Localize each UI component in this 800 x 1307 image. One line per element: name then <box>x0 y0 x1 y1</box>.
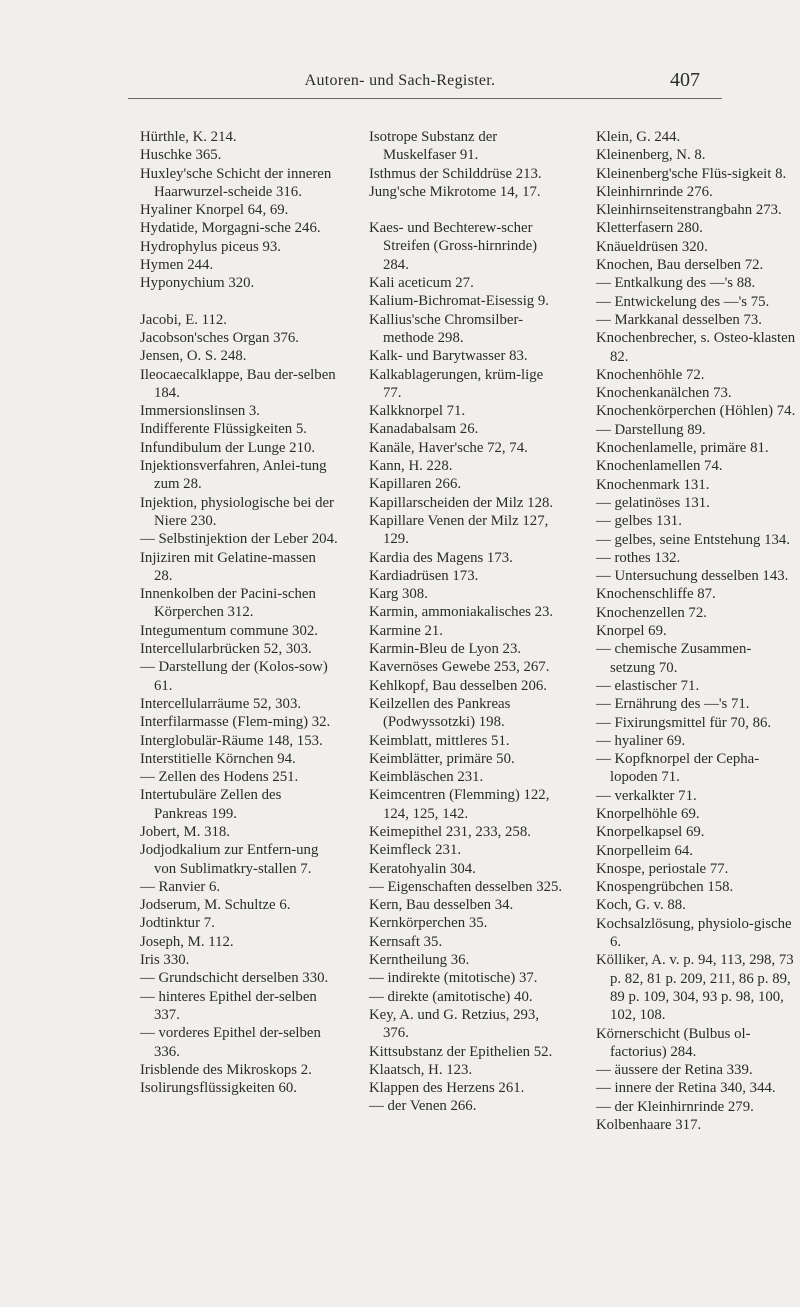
index-entry: Hürthle, K. 214. <box>140 129 237 145</box>
index-entry: Keratohyalin 304. <box>369 860 476 877</box>
index-entry: Knospe, periostale 77. <box>596 860 729 877</box>
index-entry: Kardiadrüsen 173. <box>369 567 479 584</box>
index-entry: Keimbläschen 231. <box>369 769 484 786</box>
index-entry: — Untersuchung desselben 143. <box>596 568 789 585</box>
index-entry: Infundibulum der Lunge 210. <box>140 439 316 456</box>
index-entry: Hyponychium 320. <box>140 275 255 292</box>
index-entry: Kapillaren 266. <box>369 476 462 493</box>
index-entry: Keimblätter, primäre 50. <box>369 750 515 767</box>
index-entry: — vorderes Epithel der-selben 336. <box>140 1025 321 1060</box>
index-entry: Jensen, O. S. 248. <box>140 348 247 365</box>
index-column-3 <box>596 128 796 1134</box>
page-number: 407 <box>670 69 700 91</box>
index-entry: Jacobi, E. 112. <box>140 311 227 328</box>
index-entry: Keimepithel 231, 233, 258. <box>369 823 531 840</box>
index-entry: Interfilarmasse (Flem-ming) 32. <box>140 714 331 731</box>
index-entry: Kochsalzlösung, physiolo-gische 6. <box>596 915 792 951</box>
index-entry: Karmine 21. <box>369 622 443 639</box>
index-entry: Kali aceticum 27. <box>369 275 474 292</box>
index-entry: Jodserum, M. Schultze 6. <box>140 897 291 914</box>
index-entry: — innere der Retina 340, 344. <box>596 1080 776 1097</box>
index-entry: Isotrope Substanz der Muskelfaser 91. <box>369 129 498 164</box>
index-entry: Kölliker, A. v. p. 94, 113, 298, 73 p. 82, 81 p. 209, 211, 86 p. 89, 89 p. 109, 304, 93 p. 98, 100, 102, 108. <box>596 952 794 1024</box>
index-entry: — elastischer 71. <box>596 677 700 694</box>
index-entry: Jodtinktur 7. <box>140 915 215 932</box>
index-entry: Jobert, M. 318. <box>140 823 231 840</box>
index-entry: Klappen des Herzens 261. <box>369 1080 525 1097</box>
index-entry: — äussere der Retina 339. <box>596 1062 753 1079</box>
index-entry: — Grundschicht derselben 330. <box>140 970 329 987</box>
index-entry: Indifferente Flüssigkeiten 5. <box>140 421 307 438</box>
index-entry: Knochenkörperchen (Höhlen) 74. <box>596 403 796 420</box>
index-entry: Keilzellen des Pankreas (Podwyssotzki) 198. <box>369 695 511 731</box>
index-entry: — Darstellung 89. <box>596 421 706 438</box>
index-entry: Isolirungsflüssigkeiten 60. <box>140 1080 298 1097</box>
index-entry: — gelbes 131. <box>596 513 682 530</box>
index-entry: Isthmus der Schilddrüse 213. <box>369 165 542 182</box>
index-entry: Injektion, physiologische bei der Niere 230. <box>140 494 334 529</box>
index-entry: Knochenzellen 72. <box>596 604 707 621</box>
index-entry: Hymen 244. <box>140 257 214 274</box>
index-entry: Knochenhöhle 72. <box>596 366 705 383</box>
index-entry: Knorpelhöhle 69. <box>596 805 700 822</box>
index-entry: Keimblatt, mittleres 51. <box>369 732 510 749</box>
index-entry: Innenkolben der Pacini-schen Körperchen 312. <box>140 586 316 621</box>
index-entry: Knäueldrüsen 320. <box>596 238 708 255</box>
index-entry: Interstitielle Körnchen 94. <box>140 750 296 767</box>
index-entry: — hyaliner 69. <box>596 732 686 749</box>
index-entry: Kittsubstanz der Epithelien 52. <box>369 1043 553 1060</box>
index-entry: — Selbstinjektion der Leber 204. <box>140 531 338 548</box>
index-entry: Knochenlamellen 74. <box>596 458 723 475</box>
index-entry: — Darstellung der (Kolos-sow) 61. <box>140 659 328 694</box>
index-column-1 <box>140 128 338 1097</box>
index-entry: — Entkalkung des —'s 88. <box>596 275 756 292</box>
index-entry: Hydatide, Morgagni-sche 246. <box>140 220 321 237</box>
index-entry: Intercellularbrücken 52, 303. <box>140 641 312 658</box>
index-entry: Koch, G. v. 88. <box>596 897 686 914</box>
index-column-2 <box>369 128 565 1116</box>
index-entry: Kerntheilung 36. <box>369 952 470 969</box>
index-entry: — der Kleinhirnrinde 279. <box>596 1098 754 1115</box>
index-entry: Kehlkopf, Bau desselben 206. <box>369 677 547 694</box>
index-entry: Kavernöses Gewebe 253, 267. <box>369 659 550 676</box>
index-entry: Irisblende des Mikroskops 2. <box>140 1061 312 1078</box>
index-entry: Kapillare Venen der Milz 127, 129. <box>369 512 549 548</box>
index-entry: — Markkanal desselben 73. <box>596 311 763 328</box>
index-entry: Key, A. und G. Retzius, 293, 376. <box>369 1006 540 1042</box>
index-entry: Ileocaecalklappe, Bau der-selben 184. <box>140 366 336 401</box>
index-entry: Knochenmark 131. <box>596 476 710 493</box>
index-entry: Knochenbrecher, s. Osteo-klasten 82. <box>596 330 796 365</box>
index-entry: Kaes- und Bechterew-scher Streifen (Gross-hirnrinde) 284. <box>369 220 538 273</box>
index-entry: Jacobson'sches Organ 376. <box>140 329 299 346</box>
index-entry: Hyaliner Knorpel 64, 69. <box>140 202 289 219</box>
index-entry: — Kopfknorpel der Cepha-lopoden 71. <box>596 751 760 786</box>
index-entry: Kleinhirnseitenstrangbahn 273. <box>596 202 782 219</box>
header-rule <box>128 98 722 99</box>
index-entry: — rothes 132. <box>596 549 681 566</box>
index-entry: Kleinenberg, N. 8. <box>596 147 706 164</box>
index-entry: Kallius'sche Chromsilber-methode 298. <box>369 311 524 346</box>
index-entry: Kanäle, Haver'sche 72, 74. <box>369 439 528 456</box>
index-entry: Knorpelleim 64. <box>596 842 693 859</box>
index-entry: — hinteres Epithel der-selben 337. <box>140 988 317 1023</box>
index-entry: — der Venen 266. <box>369 1098 477 1115</box>
index-entry: Körnerschicht (Bulbus ol-factorius) 284. <box>596 1025 751 1060</box>
index-entry: — Eigenschaften desselben 325. <box>369 878 563 895</box>
index-entry: Karmin-Bleu de Lyon 23. <box>369 641 522 658</box>
index-entry: Intertubuläre Zellen des Pankreas 199. <box>140 787 282 822</box>
index-entry: Kleinenberg'sche Flüs-sigkeit 8. <box>596 165 787 182</box>
index-entry: Jodjodkalium zur Entfern-ung von Sublimatkry-stallen 7. <box>140 842 319 877</box>
index-entry: — direkte (amitotische) 40. <box>369 988 533 1005</box>
index-entry: Knochenlamelle, primäre 81. <box>596 440 769 457</box>
index-entry: Joseph, M. 112. <box>140 933 234 950</box>
index-entry: Kapillarscheiden der Milz 128. <box>369 494 554 511</box>
index-entry: — Entwickelung des —'s 75. <box>596 293 770 310</box>
index-entry: Karmin, ammoniakalisches 23. <box>369 604 554 621</box>
index-entry: — chemische Zusammen-setzung 70. <box>596 641 752 676</box>
index-entry: Keimcentren (Flemming) 122, 124, 125, 142. <box>369 787 550 822</box>
index-entry: Knorpel 69. <box>596 623 667 640</box>
index-entry: Knorpelkapsel 69. <box>596 824 705 841</box>
index-entry: — verkalkter 71. <box>596 787 697 804</box>
index-entry: Knochenschliffe 87. <box>596 586 716 603</box>
index-entry: Hydrophylus piceus 93. <box>140 238 281 255</box>
index-entry: Integumentum commune 302. <box>140 622 318 639</box>
index-entry: Kann, H. 228. <box>369 458 453 475</box>
index-entry: Injektionsverfahren, Anlei-tung zum 28. <box>140 458 327 493</box>
index-entry: Iris 330. <box>140 952 190 969</box>
index-entry: Kalium-Bichromat-Eisessig 9. <box>369 293 549 310</box>
index-entry: Kanadabalsam 26. <box>369 421 479 438</box>
index-entry: Interglobulär-Räume 148, 153. <box>140 732 323 749</box>
index-entry: Huschke 365. <box>140 147 222 164</box>
index-entry: Klein, G. 244. <box>596 129 681 145</box>
index-entry: Intercellularräume 52, 303. <box>140 695 302 712</box>
index-entry: Kern, Bau desselben 34. <box>369 897 514 914</box>
index-entry: Jung'sche Mikrotome 14, 17. <box>369 183 541 200</box>
index-entry: Keimfleck 231. <box>369 842 462 859</box>
running-title: Autoren- und Sach-Register. <box>304 72 496 89</box>
index-entry: Karg 308. <box>369 586 428 603</box>
index-entry: — Ernährung des —'s 71. <box>596 696 750 713</box>
index-entry: — Ranvier 6. <box>140 878 221 895</box>
index-entry: Klaatsch, H. 123. <box>369 1061 473 1078</box>
index-entry: Kalk- und Barytwasser 83. <box>369 348 528 365</box>
index-entry: — gelatinöses 131. <box>596 494 710 511</box>
index-entry: — gelbes, seine Entstehung 134. <box>596 531 790 548</box>
index-entry: Knochen, Bau derselben 72. <box>596 257 764 274</box>
index-entry: Knochenkanälchen 73. <box>596 385 732 402</box>
index-entry: Kleinhirnrinde 276. <box>596 183 713 200</box>
index-entry: Kernsaft 35. <box>369 933 443 950</box>
index-entry: Huxley'sche Schicht der inneren Haarwurzel-scheide 316. <box>140 165 332 200</box>
index-entry: Kardia des Magens 173. <box>369 549 513 566</box>
index-entry: Injiziren mit Gelatine-massen 28. <box>140 549 316 584</box>
index-entry: Kolbenhaare 317. <box>596 1117 702 1134</box>
index-entry: Kalkablagerungen, krüm-lige 77. <box>369 366 544 401</box>
index-entry: Kalkknorpel 71. <box>369 403 466 420</box>
index-entry: — Zellen des Hodens 251. <box>140 769 299 786</box>
index-entry: — indirekte (mitotische) 37. <box>369 970 538 987</box>
index-entry: Knospengrübchen 158. <box>596 879 734 896</box>
index-entry: Immersionslinsen 3. <box>140 403 261 420</box>
index-entry: — Fixirungsmittel für 70, 86. <box>596 714 772 731</box>
index-entry: Kernkörperchen 35. <box>369 915 488 932</box>
index-entry: Kletterfasern 280. <box>596 220 703 237</box>
